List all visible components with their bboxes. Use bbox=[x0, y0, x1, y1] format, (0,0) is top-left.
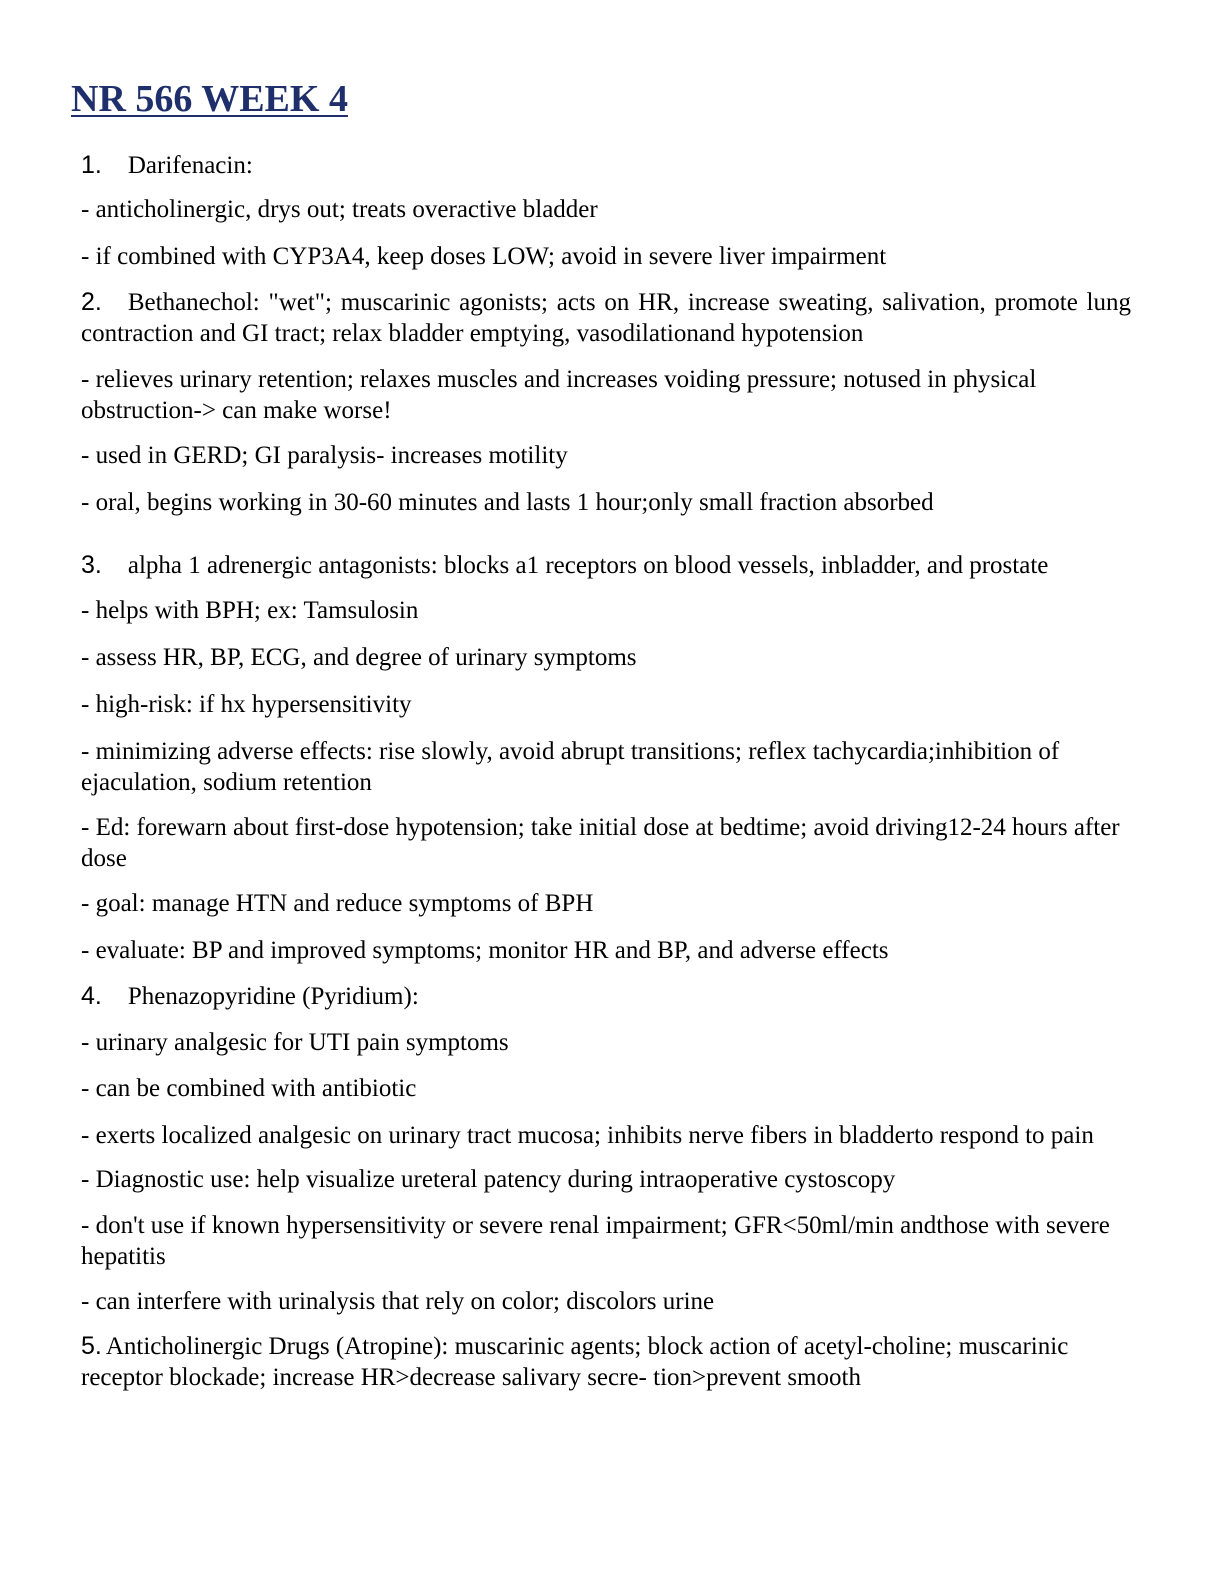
item-1 bbox=[81, 150, 1131, 181]
bullet-line: - relieves urinary retention; relaxes muscles and increases voiding pressure; notused in physical obstruction-> can make worse! bbox=[81, 366, 1037, 424]
item-text: Phenazopyridine (Pyridium): bbox=[127, 983, 419, 1010]
item-number: 5. bbox=[81, 1332, 102, 1360]
bullet-line: - high-risk: if hx hypersensitivity bbox=[81, 691, 412, 718]
item-text: Bethanechol: "wet"; muscarinic agonists; acts on HR, increase sweating, salivation, promote lung contraction and GI tract; relax bladder emptying, vasodilationand hypotension bbox=[81, 289, 1131, 347]
bullet-line: - if combined with CYP3A4, keep doses LOW; avoid in severe liver impairment bbox=[81, 243, 887, 270]
bullet-line: - assess HR, BP, ECG, and degree of urinary symptoms bbox=[81, 644, 637, 671]
item-3 bbox=[81, 550, 1131, 581]
bullet-line: - Ed: forewarn about first-dose hypotension; take initial dose at bedtime; avoid driving12-24 hours after dose bbox=[81, 814, 1120, 872]
bullet-line: - goal: manage HTN and reduce symptoms of BPH bbox=[81, 890, 594, 917]
bullet-line: - can be combined with antibiotic bbox=[81, 1075, 417, 1102]
bullet-line: - urinary analgesic for UTI pain symptoms bbox=[81, 1029, 509, 1056]
bullet-line: - oral, begins working in 30-60 minutes and lasts 1 hour;only small fraction absorbed bbox=[81, 489, 934, 516]
item-5 bbox=[81, 1331, 1131, 1393]
item-number: 2. bbox=[81, 288, 102, 316]
bullet-line: - used in GERD; GI paralysis- increases motility bbox=[81, 442, 568, 469]
bullet-line: - anticholinergic, drys out; treats overactive bladder bbox=[81, 196, 598, 223]
page-title: NR 566 WEEK 4 bbox=[71, 78, 348, 120]
bullet-line: - don't use if known hypersensitivity or severe renal impairment; GFR<50ml/min andthose with severe hepatitis bbox=[81, 1212, 1110, 1270]
bullet-line: - can interfere with urinalysis that rely on color; discolors urine bbox=[81, 1288, 715, 1315]
item-number: 3. bbox=[81, 551, 102, 579]
item-4 bbox=[81, 981, 1131, 1012]
bullet-line: - Diagnostic use: help visualize ureteral patency during intraoperative cystoscopy bbox=[81, 1166, 896, 1193]
item-text: Anticholinergic Drugs (Atropine): muscarinic agents; block action of acetyl-choline; muscarinic receptor blockade; increase HR>decrease salivary secre- tion>prevent smooth bbox=[81, 1333, 1069, 1391]
item-2 bbox=[81, 287, 1131, 349]
bullet-line: - evaluate: BP and improved symptoms; monitor HR and BP, and adverse effects bbox=[81, 937, 889, 964]
bullet-line: - exerts localized analgesic on urinary tract mucosa; inhibits nerve fibers in bladderto respond to pain bbox=[81, 1122, 1094, 1149]
item-number: 4. bbox=[81, 982, 102, 1010]
document-page bbox=[71, 72, 1131, 1393]
item-text: Darifenacin: bbox=[127, 152, 253, 179]
item-text: alpha 1 adrenergic antagonists: blocks a1 receptors on blood vessels, inbladder, and prostate bbox=[127, 552, 1049, 579]
item-number: 1. bbox=[81, 151, 102, 179]
bullet-line: - helps with BPH; ex: Tamsulosin bbox=[81, 597, 419, 624]
bullet-line: - minimizing adverse effects: rise slowly, avoid abrupt transitions; reflex tachycardia;inhibition of ejaculation, sodium retention bbox=[81, 738, 1060, 796]
